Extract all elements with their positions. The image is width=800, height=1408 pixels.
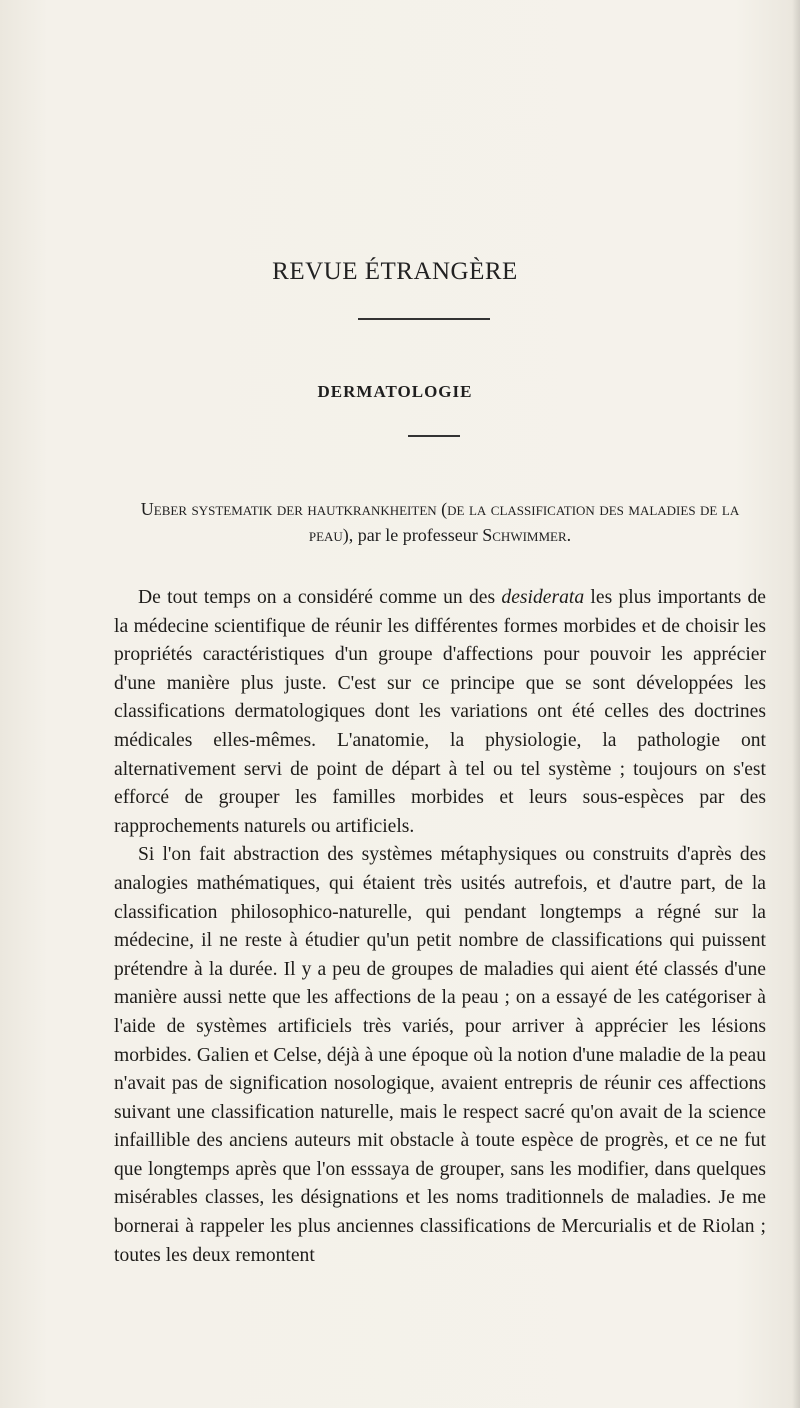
subsection-title: DERMATOLOGIE (317, 382, 473, 401)
paragraph-1-rest: les plus importants de la médecine scientifique de réunir les différentes formes morbides et de choisir les propriétés caractéristiques d'un groupe d'affections pour pouvoir les apprécier d'une manière plus juste. C'est sur ce principe que se sont développées les classifications dermatologiques dont les variations ont été celles des doctrines médicales elles-mêmes. L'anatomie, la physiologie, la pathologie ont alternativement servi de point de départ à tel ou tel système ; toujours on s'est efforcé de grouper les familles morbides et leurs sous-espèces par des rapprochements naturels ou artificiels. (114, 587, 766, 837)
article-body (114, 584, 766, 1270)
article-heading (120, 496, 760, 548)
article-byline: , par le professeur (348, 525, 483, 545)
paragraph-2: Si l'on fait abstraction des systèmes métaphysiques ou construits d'après des analogies mathématiques, qui étaient très usités autrefois, et d'autre part, de la classification philosophico-naturelle, qui pendant longtemps a régné sur la médecine, il ne reste à étudier qu'un petit nombre de classifications qui puissent prétendre à la durée. Il y a peu de groupes de maladies qui aient été classés d'une manière aussi nette que les affections de la peau ; on a essayé de les catégoriser à l'aide de systèmes artificiels très variés, pour arriver à apprécier les lésions morbides. Galien et Celse, déjà à une époque où la notion d'une maladie de la peau n'avait pas de signification nosologique, avaient entrepris de réunir ces affections suivant une classification naturelle, mais le respect sacré qu'on avait de la science infaillible des anciens auteurs mit obstacle à toute espèce de progrès, et ce ne fut que longtemps après que l'on esssaya de grouper, sans les modifier, dans quelques misérables classes, les désignations et les noms traditionnels de maladies. Je me bornerai à rappeler les plus anciennes classifications de Mercurialis et de Riolan ; toutes les deux remontent (114, 844, 766, 1266)
article-title: Ueber systematik der hautkrankheiten (de la classification des maladies de la peau) (140, 499, 740, 545)
paragraph-1-start: De tout temps on a considéré comme un des (138, 587, 502, 608)
paragraph-1-emphasis: desiderata (501, 587, 585, 608)
subsection-divider (408, 435, 460, 437)
page-edge-shadow (792, 0, 800, 1408)
section-title: REVUE ÉTRANGÈRE (272, 258, 518, 285)
article-heading-end: . (566, 525, 572, 545)
title-divider (358, 318, 490, 320)
article-author: Schwimmer (482, 525, 567, 545)
paragraph-1 (114, 584, 766, 841)
